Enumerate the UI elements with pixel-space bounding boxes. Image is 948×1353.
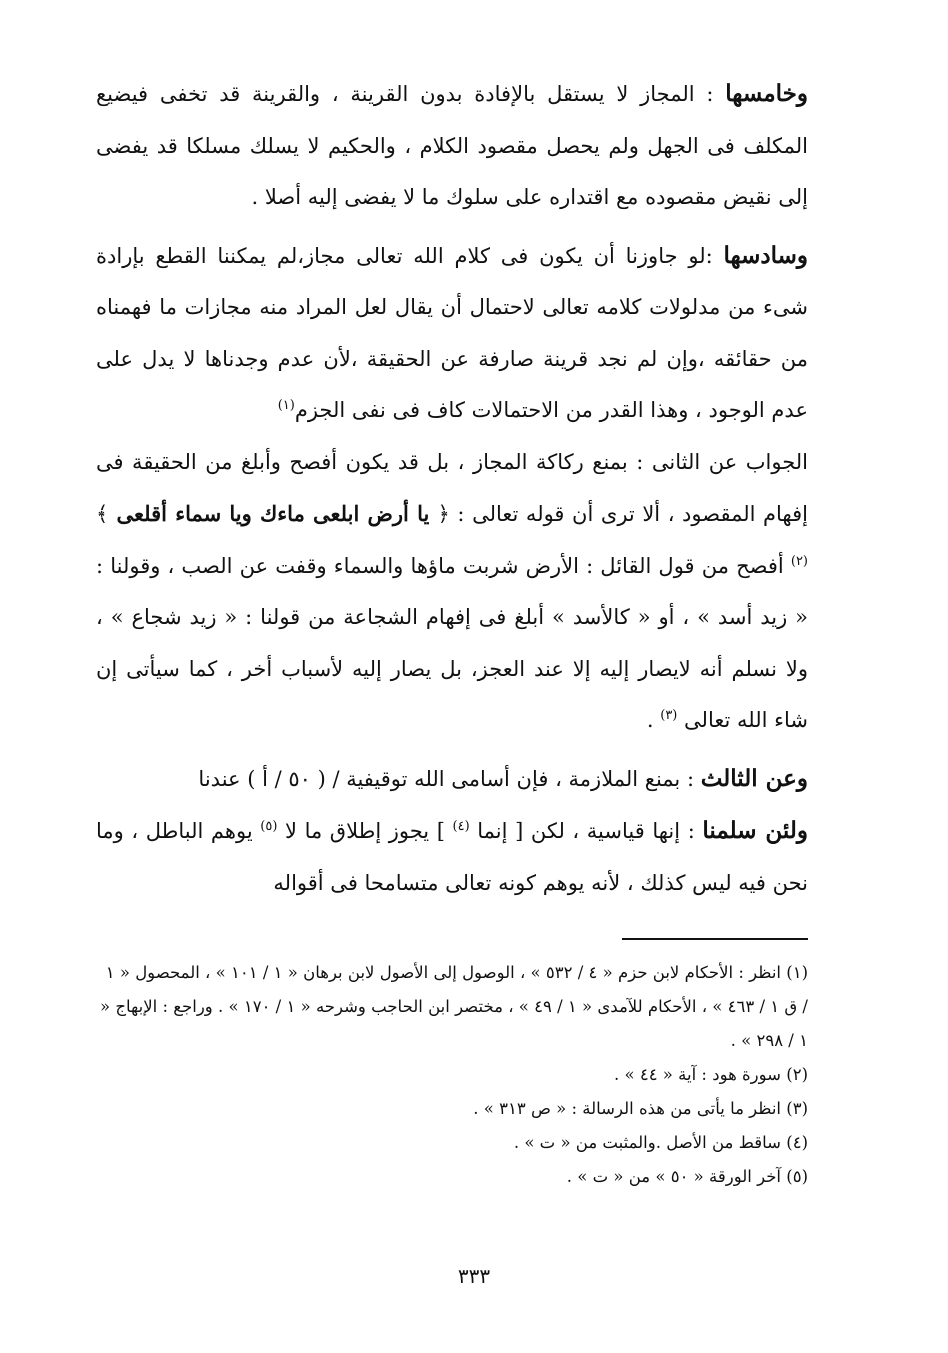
paragraph-fifth (96, 68, 808, 224)
footnote-ref-3: (٣) (660, 708, 678, 723)
footnote-5: (٥) آخر الورقة « ٥٠ » من « ت » . (566, 1167, 808, 1186)
page-number: ٣٣٣ (457, 1264, 491, 1288)
paragraph-lead: وعن الثالث (700, 764, 808, 792)
footnote-ref-2: (٢) (790, 553, 808, 569)
footnote-3: (٣) انظر ما يأتى من هذه الرسالة : « ص ٣١٣ » . (473, 1099, 808, 1118)
footnote-2: (٢) سورة هود : آية « ٤٤ » . (613, 1065, 808, 1084)
paragraph-text: ] يجوز إطلاق ما لا (277, 819, 453, 843)
quran-close-bracket: ﴾ (96, 502, 109, 526)
footnote-ref-4: (٤) (452, 819, 470, 834)
footnotes (96, 956, 808, 1194)
reply-text: الجواب عن الثانى : بمنع ركاكة المجاز ، بل قد يكون أفصح وأبلغ من الحقيقة فى إفهام المقصود ، ألا ترى أن قوله تعالى : (96, 449, 808, 526)
footnote-4: (٤) ساقط من الأصل .والمثبت من « ت » . (513, 1133, 808, 1152)
paragraph-lead: وخامسها (725, 80, 808, 107)
quran-verse-text: يا أرض ابلعى ماءك ويا سماء أقلعى (108, 501, 438, 526)
footnote-separator (622, 938, 808, 940)
paragraph-text: : المجاز لا يستقل بالإفادة بدون القرينة ، والقرينة قد تخفى فيضيع المكلف فى الجهل ولم يحصل مقصود الكلام ، والحكيم لا يسلك مسلكا قد يفضى إلى نقيض مقصوده مع اقتداره على سلوك ما لا يفضى إليه أصلا . (96, 82, 808, 209)
paragraph-third-reply (96, 753, 808, 806)
paragraph-text: : إنها قياسية ، لكن [ إنما (469, 819, 703, 843)
paragraph-text: يوهم الباطل ، وما نحن فيه ليس كذلك ، لأنه يوهم كونه تعالى متسامحا فى أقواله (96, 819, 808, 895)
paragraph-text: : بمنع الملازمة ، فإن أسامى الله توقيفية / ( ٥٠ / أ ) عندنا (198, 766, 701, 791)
paragraph-lead: وسادسها (723, 241, 808, 269)
footnote-ref-1: (١) (277, 398, 295, 413)
paragraph-concession (96, 805, 808, 909)
paragraph-sixth (96, 230, 808, 747)
paragraph-lead: ولئن سلمنا (702, 817, 808, 844)
reply-text-end: . (646, 708, 661, 732)
main-text (96, 68, 808, 915)
quran-verse (96, 501, 450, 526)
footnote-ref-5: (٥) (260, 819, 278, 834)
quran-open-bracket: ﴿ (437, 502, 450, 526)
paragraph-text: :لو جاوزنا أن يكون فى كلام الله تعالى مجاز،لم يمكننا القطع بإرادة شىء من مدلولات كلامه تعالى لاحتمال أن يقال لعل المراد منه مجازات ما فهمناه من حقائقه ،وإن لم نجد قرينة صارفة عن الحقيقة ،لأن عدم وجدناها لا يدل على عدم الوجود ، وهذا القدر من الاحتمالات كاف فى نفى الجزم (96, 243, 808, 422)
reply-text: أفصح من قول القائل : الأرض شربت ماؤها والسماء وقفت عن الصب ، وقولنا : « زيد أسد » ، أو « كالأسد » أبلغ فى إفهام الشجاعة من قولنا : « زيد شجاع » ، ولا نسلم أنه لايصار إليه إلا عند العجز، بل يصار إليه لأسباب أخر ، كما سيأتى إن شاء الله تعالى (96, 553, 808, 732)
footnote-1: (١) انظر : الأحكام لابن حزم « ٤ / ٥٣٢ » ، الوصول إلى الأصول لابن برهان « ١ / ١٠١ » ، المحصول « ١ / ق ١ / ٤٦٣ » ، الأحكام للآمدى « ١ / ٤٩ » ، مختصر ابن الحاجب وشرحه « ١ / ١٧٠ » . وراجع : الإبهاج « ١ / ٢٩٨ » . (100, 963, 808, 1050)
